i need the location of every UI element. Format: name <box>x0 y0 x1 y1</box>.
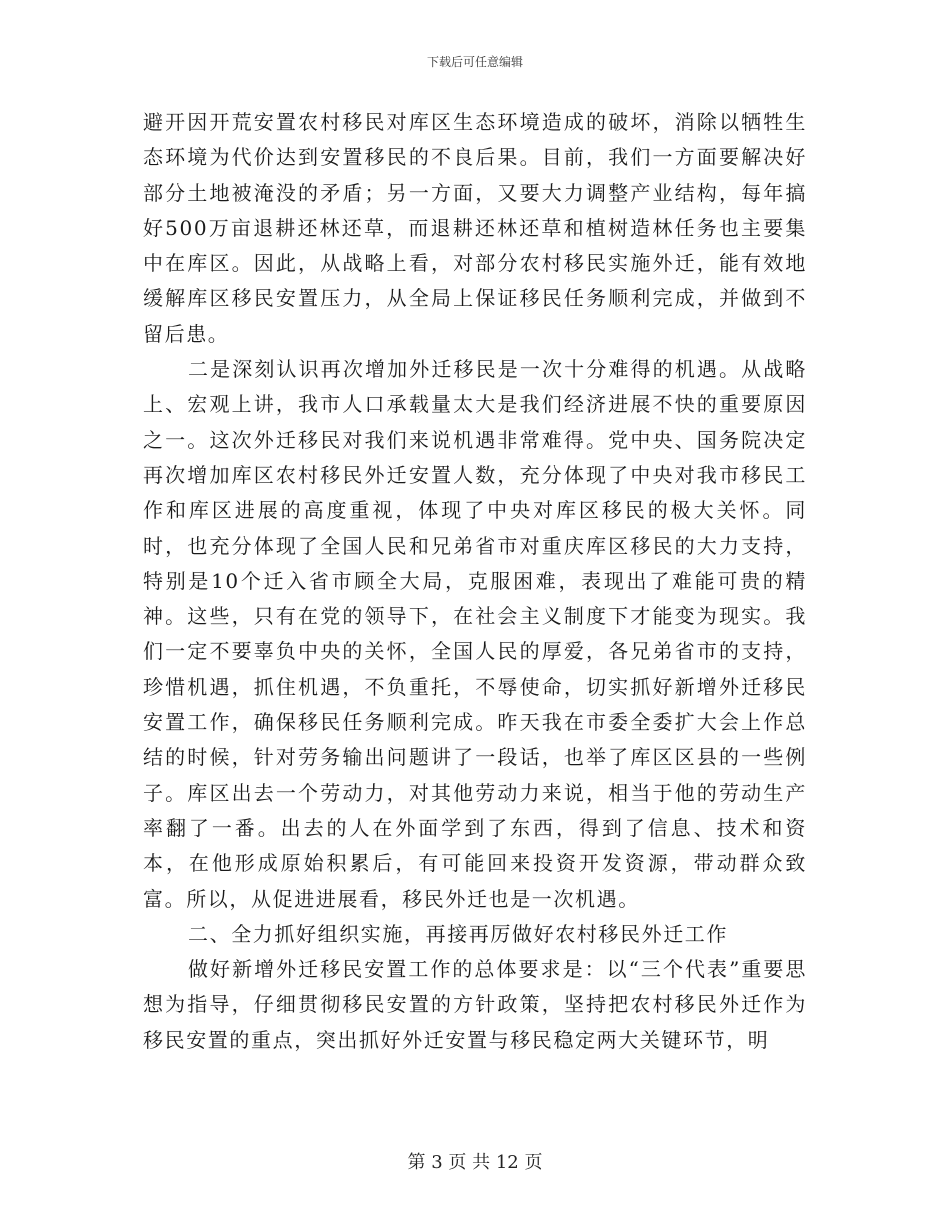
section-heading: 二、全力抓好组织实施，再接再厉做好农村移民外迁工作 <box>188 921 728 946</box>
page-header: 下载后可任意编辑 <box>426 55 523 69</box>
paragraph-continued: 避开因开荒安置农村移民对库区生态环境造成的破坏，消除以牺牲生态环境为代价达到安置移民的不良后果。目前，我们一方面要解决好部分土地被淹没的矛盾；另一方面，又要大力调整产业结构，每年搞好500万亩退耕还林还草，而退耕还林还草和植树造林任务也主要集中在库区。因此，从战略上看，对部分农村移民实施外迁，能有效地缓解库区移民安置压力，从全局上保证移民任务顺利完成，并做到不留后患。 <box>143 110 807 346</box>
page-number: 第 3 页 共 12 页 <box>407 1152 543 1173</box>
paragraph-opportunity: 二是深刻认识再次增加外迁移民是一次十分难得的机遇。从战略上、宏观上讲，我市人口承载量太大是我们经济进展不快的重要原因之一。这次外迁移民对我们来说机遇非常难得。党中央、国务院决定再次增加库区农村移民外迁安置人数，充分体现了中央对我市移民工作和库区进展的高度重视，体现了中央对库区移民的极大关怀。同时，也充分体现了全国人民和兄弟省市对重庆库区移民的大力支持，特别是10个迁入省市顾全大局，克服困难，表现出了难能可贵的精神。这些，只有在党的领导下，在社会主义制度下才能变为现实。我们一定不要辜负中央的关怀，全国人民的厚爱，各兄弟省市的支持，珍惜机遇，抓住机遇，不负重托，不辱使命，切实抓好新增外迁移民安置工作，确保移民任务顺利完成。昨天我在市委全委扩大会上作总结的时候，针对劳务输出问题讲了一段话，也举了库区区县的一些例子。库区出去一个劳动力，对其他劳动力来说，相当于他的劳动生产率翻了一番。出去的人在外面学到了东西，得到了信息、技术和资本，在他形成原始积累后，有可能回来投资开发资源，带动群众致富。所以，从促进进展看，移民外迁也是一次机遇。 <box>143 357 807 911</box>
paragraph-requirements: 做好新增外迁移民安置工作的总体要求是：以“三个代表”重要思想为指导，仔细贯彻移民安置的方针政策，坚持把农村移民外迁作为移民安置的重点，突出抓好外迁安置与移民稳定两大关键环节，明 <box>143 957 807 1052</box>
document-body <box>143 105 807 1058</box>
